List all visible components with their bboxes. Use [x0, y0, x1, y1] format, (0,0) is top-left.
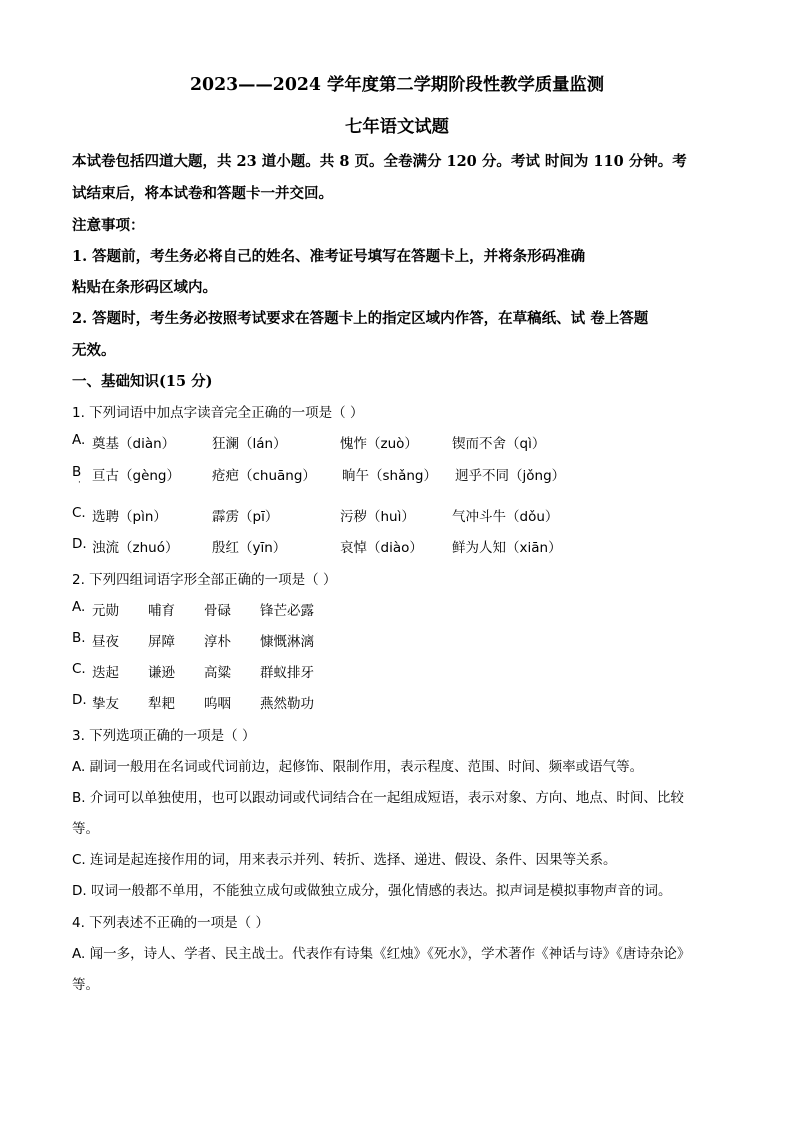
q4-option-a-line-2: 等。 [72, 977, 99, 993]
intro-line-2: 试结束后，将本试卷和答题卡一并交回。 [72, 185, 333, 202]
option-label: A. [72, 599, 86, 615]
option-label: C. [72, 505, 86, 521]
option-item: 屏障 [148, 634, 175, 650]
q3-option-d: D. 叹词一般都不单用，不能独立成句或做独立成分，强化情感的表达。拟声词是模拟事物声音的词。 [72, 883, 672, 899]
option-item: 犁耙 [148, 696, 175, 712]
intro-line-1: 本试卷包括四道大题，共 23 道小题。共 8 页。全卷满分 120 分。考试 时间为 110 分钟。考 [72, 153, 687, 170]
question-3-stem: 3. 下列选项正确的一项是（ ） [72, 728, 256, 744]
exam-subtitle: 七年语文试题 [345, 117, 449, 137]
option-item: 昼夜 [92, 634, 119, 650]
option-item: 骨碌 [204, 603, 231, 619]
option-item: 谦逊 [148, 665, 175, 681]
option-item: 选聘（pìn） [92, 509, 167, 525]
option-label: A. [72, 432, 86, 448]
option-item: 淳朴 [204, 634, 231, 650]
option-item: 浊流（zhuó） [92, 540, 179, 556]
option-item: 奠基（diàn） [92, 436, 176, 452]
option-label: B [72, 464, 82, 480]
option-label: D. [72, 536, 87, 552]
option-item: 气冲斗牛（dǒu） [452, 509, 559, 525]
option-item: 鲜为人知（xiān） [452, 540, 562, 556]
question-4-stem: 4. 下列表述不正确的一项是（ ） [72, 915, 269, 931]
q3-option-b-line-1: B. 介词可以单独使用，也可以跟动词或代词结合在一起组成短语，表示对象、方向、地点、时间、比较 [72, 790, 684, 806]
option-item: 呜咽 [204, 696, 231, 712]
question-1-stem: 1. 下列词语中加点字读音完全正确的一项是（ ） [72, 405, 364, 421]
q3-option-b-line-2: 等。 [72, 821, 99, 837]
option-item: 殷红（yīn） [212, 540, 287, 556]
note-2-line-2: 无效。 [72, 342, 116, 359]
option-item: 亘古（gèng） [92, 468, 181, 484]
option-item: 锋芒必露 [260, 603, 314, 619]
option-item: 疮疤（chuāng） [212, 468, 316, 484]
option-item: 愧怍（zuò） [340, 436, 418, 452]
note-1-line-2: 粘贴在条形码区域内。 [72, 279, 217, 296]
option-item: 狂澜（lán） [212, 436, 287, 452]
note-1-line-1: 1. 答题前，考生务必将自己的姓名、准考证号填写在答题卡上，并将条形码准确 [72, 248, 586, 265]
option-item: 慷慨淋漓 [260, 634, 314, 650]
option-item: 迥乎不同（jǒng） [455, 468, 566, 484]
q3-option-c: C. 连词是起连接作用的词，用来表示并列、转折、选择、递进、假设、条件、因果等关系。 [72, 852, 617, 868]
option-item: 污秽（huì） [340, 509, 415, 525]
emphasis-dot: · [78, 478, 81, 488]
option-item: 燕然勒功 [260, 696, 314, 712]
exam-title: 2023——2024 学年度第二学期阶段性教学质量监测 [189, 75, 605, 95]
notes-heading: 注意事项： [72, 217, 145, 234]
option-item: 锲而不舍（qì） [452, 436, 546, 452]
option-item: 霹雳（pī） [212, 509, 279, 525]
option-label: C. [72, 661, 86, 677]
q4-option-a-line-1: A. 闻一多，诗人、学者、民主战士。代表作有诗集《红烛》《死水》，学术著作《神话与诗》《唐诗杂论》 [72, 946, 691, 962]
q3-option-a: A. 副词一般用在名词或代词前边，起修饰、限制作用，表示程度、范围、时间、频率或语气等。 [72, 759, 644, 775]
option-item: 哺育 [148, 603, 175, 619]
note-2-line-1: 2. 答题时，考生务必按照考试要求在答题卡上的指定区域内作答，在草稿纸、试 卷上答题 [72, 310, 649, 327]
question-2-stem: 2. 下列四组词语字形全部正确的一项是（ ） [72, 572, 337, 588]
option-label: D. [72, 692, 87, 708]
option-item: 哀悼（diào） [340, 540, 423, 556]
section-1-heading: 一、基础知识(15 分) [72, 373, 213, 390]
option-item: 群蚁排牙 [260, 665, 314, 681]
option-label: B. [72, 630, 86, 646]
option-item: 晌午（shǎng） [342, 468, 437, 484]
option-item: 高粱 [204, 665, 231, 681]
option-item: 迭起 [92, 665, 119, 681]
option-item: 挚友 [92, 696, 119, 712]
option-item: 元勋 [92, 603, 119, 619]
